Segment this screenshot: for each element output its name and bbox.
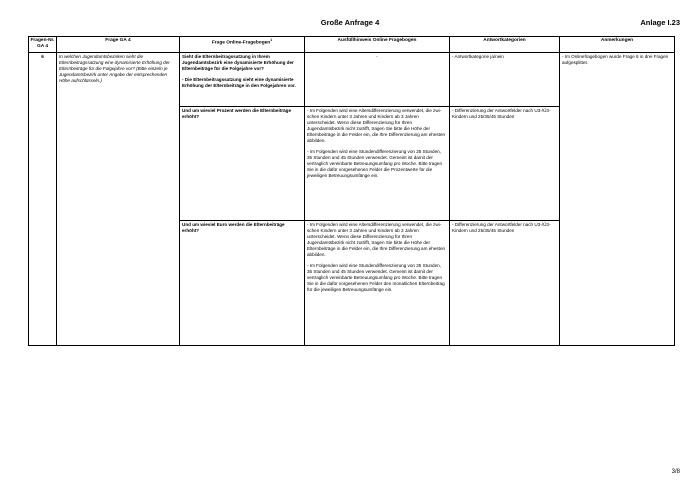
kategorie-1: - Antwortkategorie ja/nein bbox=[450, 52, 560, 106]
online-question-1 bbox=[180, 52, 305, 106]
question-number: 6 bbox=[29, 52, 57, 345]
anlage-label: Anlage I.23 bbox=[640, 18, 680, 27]
header-online bbox=[180, 37, 305, 53]
table-header-row bbox=[29, 37, 675, 53]
online-question-2: Und um wieviel Prozent werden die Elternbeiträge erhöht? bbox=[180, 106, 305, 220]
question-table bbox=[28, 36, 675, 346]
table-row bbox=[29, 52, 675, 106]
footnote-marker: 1 bbox=[270, 38, 273, 42]
kategorie-2: - Differenzierung der Antwortfelder nach U3-/Ü3-Kindern und 25/35/45 Stunden bbox=[450, 106, 560, 220]
anmerkung: - Im Onlinefragebogen wurde Frage 6 in drei Fragen aufgesplittet. bbox=[560, 52, 675, 345]
page-number: 3/8 bbox=[671, 469, 680, 475]
header-frage: Frage GA 4 bbox=[57, 37, 180, 53]
hinweis-2-hours: - Im Folgenden wird eine Stundendifferenzierung von 25 Stunden, 35 Stunden und 45 Stunden verwendet. Gemeint ist damit der vertraglich vereinbarte Betreuungsumfang pro Woche. Bitte tragen Sie in die dafür vorgesehenen Felder die Prozentwerte für die jeweiligen Betreuungsumfänge ein. bbox=[307, 149, 442, 179]
online-question-1-main: Sieht die Elternbeitragssatzung in Ihrem Jugendamtsbezirk eine dynamisierte Erhöhung der Elternbeiträge für die Folgejahre vor? bbox=[182, 53, 294, 71]
hinweis-3-hours: - Im Folgenden wird eine Stundendifferenzierung von 25 Stunden, 35 Stunden und 45 Stunden verwendet. Gemeint ist damit der vertraglich vereinbarte Betreuungsumfang pro Woche. Bitte tragen Sie in die dafür vorgesehenen Felder den monatlichen Elternbeitrag für die jeweiligen Betreuungsumfänge ein. bbox=[307, 263, 445, 293]
online-question-1-option: - Die Elternbeitragssatzung sieht eine dynamisierte Erhöhung der Elternbeiträge in den Folgejahren vor. bbox=[182, 76, 296, 88]
header-nr: Fragen-Nr. GA 4 bbox=[29, 37, 57, 53]
hinweis-2-age: - Im Folgenden wird eine Altersdifferenzierung verwendet, die zwi-schen Kindern unter 3 Jahren und Kindern ab 3 Jahren unterscheidet. Wenn diese Differenzierung für Ihren Jugendamtsbezirk nicht zutrifft, tragen Sie bitte die Höhe der Elternbeiträge in die Felder ein, die Ihre Differenzierung am ehesten abbilden. bbox=[307, 107, 446, 143]
online-question-3: Und um wieviel Euro werden die Elternbeiträge erhöht? bbox=[180, 220, 305, 345]
header-hinweis: Ausfüllhinweis Online Fragebogen bbox=[305, 37, 450, 53]
hinweis-1: - bbox=[305, 52, 450, 106]
page-title: Große Anfrage 4 bbox=[320, 18, 380, 27]
hinweis-3 bbox=[305, 220, 450, 345]
kategorie-3: - Differenzierung der Antwortfelder nach U3-/Ü3-Kindern und 25/35/45 Stunden bbox=[450, 220, 560, 345]
hinweis-2 bbox=[305, 106, 450, 220]
header-online-label: Frage Online-Fragebogen bbox=[211, 40, 271, 46]
header-kategorien: Antwortkategorien bbox=[450, 37, 560, 53]
hinweis-3-age: - Im Folgenden wird eine Altersdifferenzierung verwendet, die zwi-schen Kindern unter 3 Jahren und Kindern ab 3 Jahren unterscheidet. Wenn diese Differenzierung für Ihren Jugendamtsbezirk nicht zutrifft, tragen Sie bitte die Höhe der Elternbeiträge in die Felder ein, die Ihre Differenzierung am ehesten abbilden. bbox=[307, 221, 446, 257]
question-text: In welchen Jugendamtsbezirken sieht die Elternbeitragssatzung eine dynamisierte Erhöhung der Elternbeiträge für die Folgejahre vor? (Bitte einzeln je Jugendamtsbezirk unter Angabe der entsprechenden Höhe aufschlüsseln.) bbox=[57, 52, 180, 345]
header-anmerkungen: Anmerkungen bbox=[560, 37, 675, 53]
